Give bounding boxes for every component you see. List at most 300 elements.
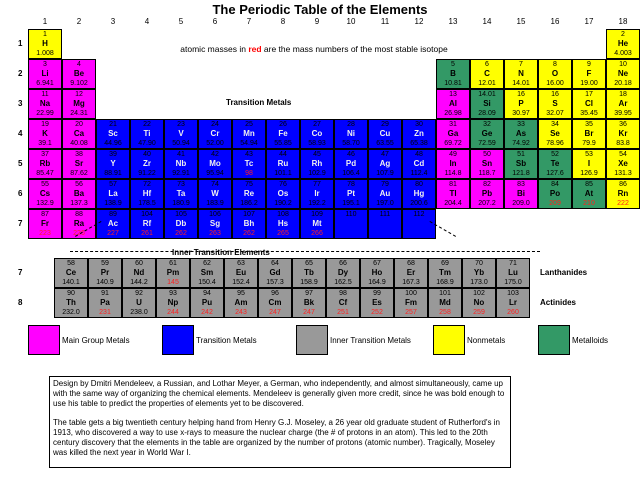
atomic-mass: 14.01 — [512, 80, 530, 87]
element-symbol: Sr — [74, 159, 84, 168]
atomic-number: 98 — [339, 290, 347, 297]
column-number: 16 — [550, 17, 560, 26]
element-cell-br — [572, 119, 606, 149]
legend-swatch-nonmetal — [433, 325, 465, 355]
element-symbol: Ra — [73, 219, 85, 228]
element-cell-es — [360, 288, 394, 318]
element-cell-co — [300, 119, 334, 149]
element-cell-rn — [606, 179, 640, 209]
atomic-number: 63 — [237, 260, 245, 267]
element-cell-ne — [606, 59, 640, 89]
atomic-number: 48 — [415, 151, 423, 158]
atomic-number: 51 — [517, 151, 525, 158]
element-cell-bh — [232, 209, 266, 239]
element-symbol: Ac — [107, 219, 119, 228]
element-cell-te — [538, 149, 572, 179]
element-symbol: Nb — [175, 159, 187, 168]
element-symbol: Sm — [200, 268, 214, 277]
atomic-mass: 266 — [311, 230, 323, 237]
element-cell-rh — [300, 149, 334, 179]
element-cell-fe — [266, 119, 300, 149]
atomic-mass: 131.3 — [614, 170, 632, 177]
atomic-mass: 210 — [583, 200, 595, 207]
element-cell-k — [28, 119, 62, 149]
element-cell-pa — [88, 288, 122, 318]
atomic-number: 108 — [277, 211, 289, 218]
atomic-number: 78 — [347, 181, 355, 188]
row-number: 7 — [18, 219, 23, 228]
element-cell-am — [224, 288, 258, 318]
atomic-number: 96 — [271, 290, 279, 297]
atomic-mass: 92.91 — [172, 170, 190, 177]
element-symbol: Gd — [269, 268, 281, 277]
atomic-number: 40 — [143, 151, 151, 158]
element-symbol: V — [178, 129, 184, 138]
atomic-mass: 242 — [201, 309, 213, 316]
atomic-number: 14.01 — [478, 91, 496, 98]
element-symbol: Rn — [617, 189, 629, 198]
atomic-mass: 24.31 — [70, 110, 88, 117]
element-symbol: H — [42, 39, 48, 48]
atomic-number: 28 — [347, 121, 355, 128]
element-cell-yb — [462, 258, 496, 288]
element-cell-mn — [232, 119, 266, 149]
atomic-number: 4 — [77, 61, 81, 68]
element-symbol: Mt — [312, 219, 322, 228]
element-cell-sc — [96, 119, 130, 149]
element-cell-c — [470, 59, 504, 89]
atomic-number: 56 — [75, 181, 83, 188]
element-cell-np — [156, 288, 190, 318]
atomic-number: 77 — [313, 181, 321, 188]
legend-swatch-metalloid — [538, 325, 570, 355]
element-symbol: Ru — [277, 159, 289, 168]
atomic-number: 53 — [585, 151, 593, 158]
element-symbol: Cr — [210, 129, 220, 138]
atomic-mass: 44.96 — [104, 140, 122, 147]
atomic-number: 36 — [619, 121, 627, 128]
element-symbol: Rh — [311, 159, 323, 168]
element-symbol: Hf — [142, 189, 152, 198]
atomic-mass: 145 — [167, 279, 179, 286]
atomic-number: 27 — [313, 121, 321, 128]
atomic-mass: 192.2 — [308, 200, 326, 207]
atomic-mass: 252 — [371, 309, 383, 316]
atomic-number: 107 — [243, 211, 255, 218]
atomic-mass: 222 — [617, 200, 629, 207]
atomic-number: 84 — [551, 181, 559, 188]
atomic-number: 79 — [381, 181, 389, 188]
element-symbol: Ag — [379, 159, 391, 168]
element-symbol: Sn — [481, 159, 493, 168]
atomic-mass: 10.81 — [444, 80, 462, 87]
atomic-number: 67 — [373, 260, 381, 267]
atomic-number: 21 — [109, 121, 117, 128]
atomic-number: 17 — [585, 91, 593, 98]
row-number: 1 — [18, 39, 23, 48]
element-symbol: Pb — [481, 189, 493, 198]
atomic-number: 7 — [519, 61, 523, 68]
element-cell-ni — [334, 119, 368, 149]
description-box — [49, 376, 511, 468]
atomic-mass: 260 — [507, 309, 519, 316]
atomic-mass: 95.94 — [206, 170, 224, 177]
atomic-mass: 261 — [141, 230, 153, 237]
atomic-number: 12 — [75, 91, 83, 98]
atomic-mass: 85.47 — [36, 170, 54, 177]
atomic-mass: 91.22 — [138, 170, 156, 177]
element-symbol: Pu — [201, 298, 213, 307]
atomic-mass: 69.72 — [444, 140, 462, 147]
atomic-mass: 137.3 — [70, 200, 88, 207]
element-symbol: Ne — [617, 69, 629, 78]
atomic-mass: 200.6 — [410, 200, 428, 207]
element-symbol: P — [518, 99, 524, 108]
atomic-mass: 186.2 — [240, 200, 258, 207]
element-cell-pb — [470, 179, 504, 209]
element-cell-he — [606, 29, 640, 59]
atomic-number: 89 — [109, 211, 117, 218]
atomic-number: 103 — [507, 290, 519, 297]
atomic-mass: 207.2 — [478, 200, 496, 207]
atomic-number: 75 — [245, 181, 253, 188]
element-cell-po — [538, 179, 572, 209]
atomic-number: 82 — [483, 181, 491, 188]
atomic-mass: 259 — [473, 309, 485, 316]
element-cell-lu — [496, 258, 530, 288]
element-symbol: Ca — [73, 129, 85, 138]
atomic-mass: 118.7 — [478, 170, 496, 177]
atomic-mass: 6.941 — [36, 80, 54, 87]
atomic-number: 32 — [483, 121, 491, 128]
atomic-mass: 55.85 — [274, 140, 292, 147]
atomic-number: 65 — [305, 260, 313, 267]
element-symbol: Bi — [517, 189, 525, 198]
element-cell-cd — [402, 149, 436, 179]
atomic-mass: 127.6 — [546, 170, 564, 177]
element-cell-s — [538, 89, 572, 119]
atomic-number: 30 — [415, 121, 423, 128]
element-symbol: Zn — [414, 129, 424, 138]
atomic-mass: 238.0 — [130, 309, 148, 316]
element-symbol: Cs — [39, 189, 51, 198]
element-symbol: I — [587, 159, 591, 168]
atomic-mass: 98 — [245, 170, 253, 177]
connector-line-base — [70, 251, 540, 252]
atomic-mass: 204.4 — [444, 200, 462, 207]
atomic-mass: 39.95 — [614, 110, 632, 117]
atomic-mass: 35.45 — [580, 110, 598, 117]
note-text: atomic masses in — [180, 44, 249, 54]
atomic-mass: 58.70 — [342, 140, 360, 147]
atomic-number: 19 — [41, 121, 49, 128]
atomic-number: 92 — [135, 290, 143, 297]
element-cell-kr — [606, 119, 640, 149]
element-cell-pm — [156, 258, 190, 288]
atomic-mass: 223 — [39, 230, 51, 237]
element-cell-tm — [428, 258, 462, 288]
atomic-mass: 167.3 — [402, 279, 420, 286]
atomic-mass: 263 — [209, 230, 221, 237]
row-number: 3 — [18, 99, 23, 108]
element-symbol: Ta — [176, 189, 186, 198]
element-cell-mo — [198, 149, 232, 179]
atomic-mass: 74.92 — [512, 140, 530, 147]
atomic-number: 59 — [101, 260, 109, 267]
element-cell-ca — [62, 119, 96, 149]
element-symbol: K — [42, 129, 48, 138]
legend-swatch-main-group — [28, 325, 60, 355]
element-symbol: Fm — [405, 298, 417, 307]
element-cell-rb — [28, 149, 62, 179]
column-number: 11 — [380, 17, 390, 26]
atomic-number: 93 — [169, 290, 177, 297]
atomic-mass-note — [134, 44, 494, 54]
element-cell-fr — [28, 209, 62, 239]
atomic-mass: 168.9 — [436, 279, 454, 286]
atomic-mass: 4.003 — [614, 50, 632, 57]
element-cell-at — [572, 179, 606, 209]
element-symbol: Lu — [508, 268, 518, 277]
atomic-mass: 65.38 — [410, 140, 428, 147]
column-number: 1 — [42, 17, 48, 26]
element-symbol: Cd — [413, 159, 425, 168]
column-number: 7 — [246, 17, 252, 26]
element-symbol: Na — [39, 99, 51, 108]
element-symbol: Tb — [304, 268, 314, 277]
atomic-number: 20 — [75, 121, 83, 128]
column-number: 8 — [280, 17, 286, 26]
inner-transition-title: Inner Transition Elements — [172, 248, 270, 257]
atomic-mass: 87.62 — [70, 170, 88, 177]
atomic-mass: 209.0 — [512, 200, 530, 207]
element-cell-sn — [470, 149, 504, 179]
element-symbol: Cl — [585, 99, 593, 108]
atomic-mass: 107.9 — [376, 170, 394, 177]
atomic-mass: 140.1 — [62, 279, 80, 286]
element-symbol: Si — [483, 99, 491, 108]
legend-label: Transition Metals — [196, 336, 257, 345]
element-symbol: Fr — [41, 219, 49, 228]
element-cell-cu — [368, 119, 402, 149]
atomic-number: 86 — [619, 181, 627, 188]
element-symbol: S — [552, 99, 558, 108]
element-symbol: Th — [66, 298, 76, 307]
element-cell-cm — [258, 288, 292, 318]
atomic-number: 38 — [75, 151, 83, 158]
element-symbol: Nd — [133, 268, 145, 277]
atomic-number: 81 — [449, 181, 457, 188]
element-symbol: Hs — [277, 219, 289, 228]
atomic-number: 37 — [41, 151, 49, 158]
atomic-mass: 162.5 — [334, 279, 352, 286]
element-cell-ge — [470, 119, 504, 149]
atomic-mass: 101.1 — [274, 170, 292, 177]
atomic-mass: 164.9 — [368, 279, 386, 286]
element-symbol: La — [108, 189, 118, 198]
element-cell-na — [28, 89, 62, 119]
atomic-number: 88 — [75, 211, 83, 218]
atomic-mass: 112.4 — [410, 170, 428, 177]
atomic-mass: 40.08 — [70, 140, 88, 147]
element-cell-au — [368, 179, 402, 209]
element-symbol: Tl — [449, 189, 457, 198]
atomic-number: 97 — [305, 290, 313, 297]
element-symbol: Db — [175, 219, 187, 228]
atomic-mass: 78.96 — [546, 140, 564, 147]
inner-row-number-8: 8 — [18, 298, 23, 307]
atomic-mass: 88.91 — [104, 170, 122, 177]
element-symbol: Mn — [243, 129, 255, 138]
row-number: 2 — [18, 69, 23, 78]
element-symbol: Mg — [73, 99, 85, 108]
atomic-mass: 150.4 — [198, 279, 216, 286]
atomic-mass: 121.8 — [512, 170, 530, 177]
element-symbol: Rf — [142, 219, 152, 228]
atomic-mass: 32.07 — [546, 110, 564, 117]
atomic-mass: 19.00 — [580, 80, 598, 87]
element-cell-pr — [88, 258, 122, 288]
atomic-mass: 232.0 — [62, 309, 80, 316]
element-symbol: Ge — [481, 129, 493, 138]
column-number: 2 — [76, 17, 82, 26]
element-cell-sr — [62, 149, 96, 179]
atomic-mass: 28.09 — [478, 110, 496, 117]
legend-label: Metalloids — [572, 336, 609, 345]
element-cell-h — [28, 29, 62, 59]
element-cell-ag — [368, 149, 402, 179]
atomic-number: 10 — [619, 61, 627, 68]
element-symbol: Br — [584, 129, 594, 138]
atomic-mass: 106.4 — [342, 170, 360, 177]
atomic-number: 91 — [101, 290, 109, 297]
element-cell-la — [96, 179, 130, 209]
element-symbol: Ti — [143, 129, 151, 138]
legend-swatch-transition — [162, 325, 194, 355]
element-symbol: Tc — [244, 159, 254, 168]
element-symbol: O — [551, 69, 559, 78]
element-cell-sg — [198, 209, 232, 239]
atomic-number: 16 — [551, 91, 559, 98]
legend-swatch-inner-transition — [296, 325, 328, 355]
atomic-number: 101 — [439, 290, 451, 297]
element-symbol: Sg — [209, 219, 221, 228]
column-number: 18 — [618, 17, 628, 26]
atomic-mass: 144.2 — [130, 279, 148, 286]
element-symbol: Ba — [73, 189, 85, 198]
atomic-number: 80 — [415, 181, 423, 188]
element-symbol: Y — [110, 159, 116, 168]
element-cell-in — [436, 149, 470, 179]
atomic-number: 71 — [509, 260, 517, 267]
atomic-mass: 138.9 — [104, 200, 122, 207]
column-number: 13 — [448, 17, 458, 26]
atomic-mass: 209 — [549, 200, 561, 207]
column-number: 5 — [178, 17, 184, 26]
atomic-number: 104 — [141, 211, 153, 218]
atomic-mass: 79.9 — [582, 140, 596, 147]
row-number: 4 — [18, 129, 23, 138]
element-symbol: Pa — [100, 298, 110, 307]
description-paragraph-2: The table gets a big twentieth century helping hand from Henry G.J. Moseley, a 26 year old graduate student of Rutherford's in 1913, who discovered a way to use x-rays to measure the nuclear charge (the # of protons in an atom). This led to the 20th century discovery that the elements in the table are organized by the number of protons (atomic number). Tragically, Moseley was killed the next year in World War I. — [53, 418, 500, 457]
atomic-number: 60 — [135, 260, 143, 267]
element-symbol: Ho — [371, 268, 383, 277]
note-text-after: are the mass numbers of the most stable isotope — [261, 44, 448, 54]
atomic-mass: 231 — [99, 309, 111, 316]
atomic-number: 90 — [67, 290, 75, 297]
atomic-mass: 226 — [73, 230, 85, 237]
element-symbol: Bh — [243, 219, 255, 228]
atomic-number: 73 — [177, 181, 185, 188]
atomic-mass: 157.3 — [266, 279, 284, 286]
atomic-number: 55 — [41, 181, 49, 188]
element-symbol: Rb — [39, 159, 51, 168]
column-number: 6 — [212, 17, 218, 26]
atomic-mass: 52.00 — [206, 140, 224, 147]
element-cell-re — [232, 179, 266, 209]
element-cell-cf — [326, 288, 360, 318]
atomic-number: 112 — [413, 211, 425, 218]
element-symbol: Sc — [108, 129, 118, 138]
atomic-number: 44 — [279, 151, 287, 158]
atomic-number: 100 — [405, 290, 417, 297]
page-title: The Periodic Table of the Elements — [212, 2, 428, 17]
column-number: 15 — [516, 17, 526, 26]
element-symbol: Pd — [345, 159, 357, 168]
element-cell-ac — [96, 209, 130, 239]
atomic-mass: 262 — [243, 230, 255, 237]
element-cell-tc — [232, 149, 266, 179]
element-cell-th — [54, 288, 88, 318]
element-cell-be — [62, 59, 96, 89]
atomic-mass: 72.59 — [478, 140, 496, 147]
element-cell-tl — [436, 179, 470, 209]
atomic-mass: 30.97 — [512, 110, 530, 117]
element-cell-zr — [130, 149, 164, 179]
atomic-mass: 180.9 — [172, 200, 190, 207]
atomic-number: 66 — [339, 260, 347, 267]
atomic-number: 83 — [517, 181, 525, 188]
element-cell-bk — [292, 288, 326, 318]
element-cell-os — [266, 179, 300, 209]
element-symbol: Sb — [515, 159, 527, 168]
element-cell-mg — [62, 89, 96, 119]
element-symbol: Be — [73, 69, 85, 78]
element-symbol: Pt — [347, 189, 355, 198]
element-symbol: Ir — [314, 189, 320, 198]
element-symbol: In — [449, 159, 457, 168]
element-cell-p — [504, 89, 538, 119]
element-cell-pt — [334, 179, 368, 209]
element-symbol: Cu — [379, 129, 391, 138]
actinides-label: Actinides — [540, 298, 577, 307]
atomic-mass: 12.01 — [478, 80, 496, 87]
element-symbol: Er — [406, 268, 416, 277]
atomic-mass: 63.55 — [376, 140, 394, 147]
element-cell-sb — [504, 149, 538, 179]
atomic-number: 76 — [279, 181, 287, 188]
element-symbol: Os — [277, 189, 289, 198]
atomic-mass: 16.00 — [546, 80, 564, 87]
element-symbol: Ni — [347, 129, 355, 138]
atomic-number: 43 — [245, 151, 253, 158]
column-number: 12 — [414, 17, 424, 26]
atomic-number: 34 — [551, 121, 559, 128]
element-symbol: Li — [41, 69, 49, 78]
element-symbol: Xe — [618, 159, 628, 168]
atomic-mass: 50.94 — [172, 140, 190, 147]
element-symbol: Pr — [100, 268, 110, 277]
